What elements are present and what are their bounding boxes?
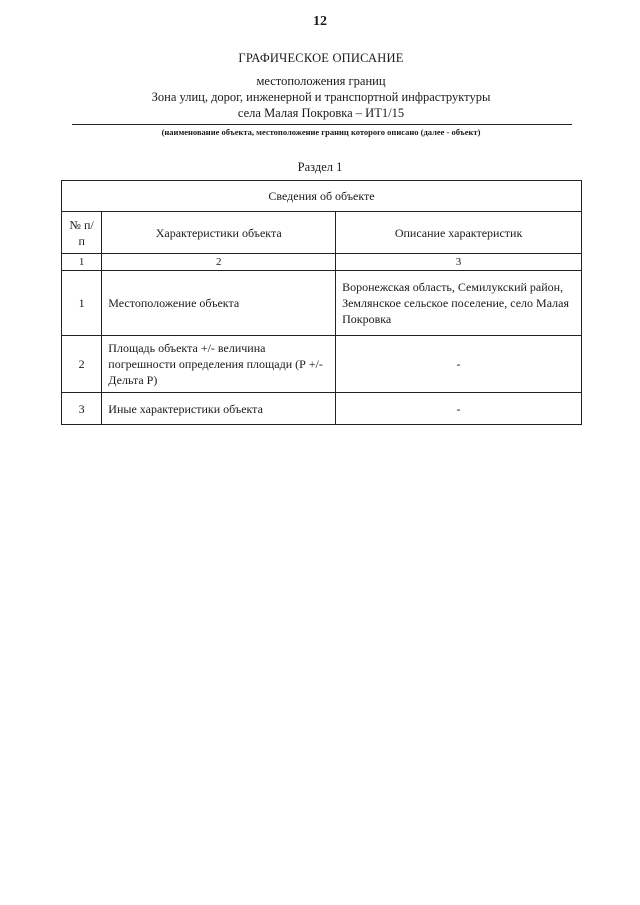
table-header-row — [62, 212, 582, 254]
object-info-table — [61, 180, 582, 425]
page-number: 12 — [313, 14, 327, 29]
row-characteristic: Местоположение объекта — [102, 271, 336, 336]
table-row — [62, 393, 582, 425]
row-num: 3 — [62, 393, 102, 425]
subtitle-line: местоположения границ — [256, 74, 386, 88]
column-number: 1 — [62, 254, 102, 271]
row-characteristic: Площадь объекта +/- величина погрешности определения площади (Р +/- Дельта Р) — [102, 336, 336, 393]
table-caption: Сведения об объекте — [62, 181, 582, 212]
header-num: № п/п — [62, 212, 102, 254]
document-header — [60, 50, 582, 121]
header-description: Описание характеристик — [336, 212, 582, 254]
table-row — [62, 271, 582, 336]
row-num: 2 — [62, 336, 102, 393]
column-number: 2 — [102, 254, 336, 271]
row-description: Воронежская область, Семилукский район, Землянское сельское поселение, село Малая Покровка — [336, 271, 582, 336]
section-title: Раздел 1 — [297, 160, 343, 174]
row-num: 1 — [62, 271, 102, 336]
subtitle-line: Зона улиц, дорог, инженерной и транспортной инфраструктуры — [151, 90, 491, 104]
subtitle-line: села Малая Покровка – ИТ1/15 — [237, 106, 405, 120]
table-caption-row — [62, 181, 582, 212]
title-underline — [72, 124, 572, 125]
table-row — [62, 336, 582, 393]
row-characteristic: Иные характеристики объекта — [102, 393, 336, 425]
document-title: ГРАФИЧЕСКОЕ ОПИСАНИЕ — [238, 51, 404, 65]
column-number: 3 — [336, 254, 582, 271]
object-name-caption: (наименование объекта, местоположение границ которого описано (далее - объект) — [161, 127, 481, 137]
row-description: - — [336, 393, 582, 425]
row-description: - — [336, 336, 582, 393]
header-characteristics: Характеристики объекта — [102, 212, 336, 254]
column-number-row — [62, 254, 582, 271]
